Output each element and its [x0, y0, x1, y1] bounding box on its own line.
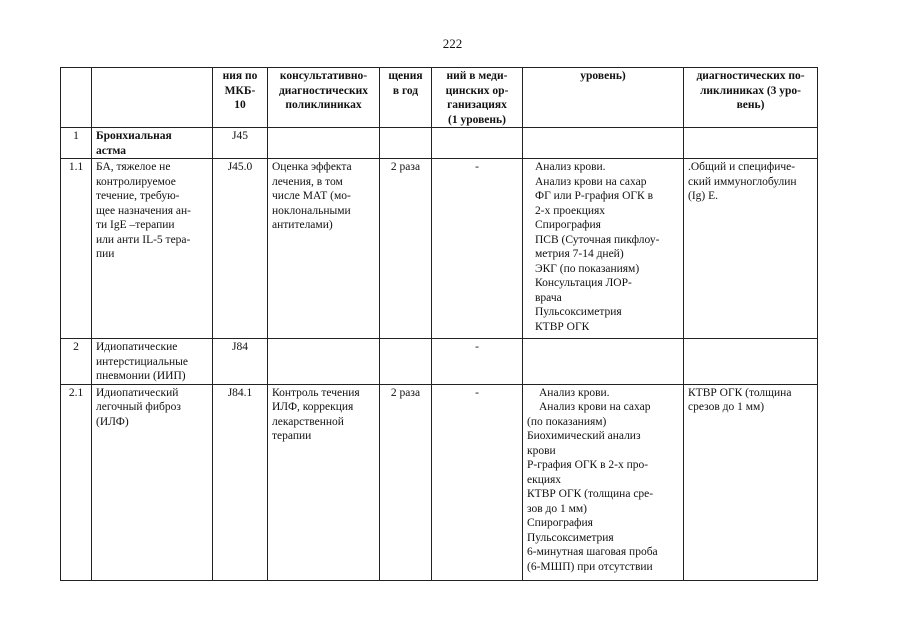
text-line: контролируемое — [96, 175, 176, 188]
text-line: Контроль течения — [272, 386, 360, 399]
text-line: терапии — [272, 430, 312, 442]
text-line: Идиопатический — [96, 386, 179, 399]
text-line: диагностических — [278, 84, 368, 97]
row-level2 — [523, 384, 684, 580]
text-line: КТВР ОГК (толщина — [688, 386, 792, 399]
text-line: Р-графия ОГК в 2-х про- — [527, 459, 649, 471]
text-line: ний в меди- — [446, 70, 508, 82]
text-line: (по показаниям) — [527, 415, 607, 428]
header-pmsp — [432, 68, 523, 128]
text-line: ИЛФ, коррекция — [272, 401, 354, 413]
text-line: БА, тяжелое не — [96, 161, 171, 173]
text-line: Анализ крови. — [539, 386, 610, 399]
text-line: течение, требую- — [96, 190, 180, 202]
row-icd-code: J84 — [213, 339, 268, 385]
text-line: легочный фиброз — [96, 401, 181, 413]
row-icd-code: J45 — [213, 128, 268, 159]
text-line: лекарственной — [272, 415, 344, 428]
row-pmsp: - — [432, 159, 523, 339]
text-line: крови — [527, 444, 556, 457]
row-level3 — [684, 384, 818, 580]
diagnostics-table — [60, 67, 818, 581]
row-consult — [268, 384, 380, 580]
text-line: ти IgE –терапии — [96, 219, 175, 231]
row-frequency: 2 раза — [380, 159, 432, 339]
row-disease-name — [92, 159, 213, 339]
text-line: числе МАТ (мо- — [272, 190, 351, 202]
text-line: ния по — [222, 70, 258, 82]
row-level2 — [523, 128, 684, 159]
text-line: Анализ крови на сахар — [535, 175, 647, 188]
text-line: (ИЛФ) — [96, 415, 129, 428]
text-line: или анти IL-5 тера- — [96, 233, 191, 246]
row-level3 — [684, 128, 818, 159]
table-header-row — [61, 68, 818, 128]
row-pmsp: - — [432, 339, 523, 385]
header-consult — [268, 68, 380, 128]
text-line: Оценка эффекта — [272, 161, 352, 173]
row-consult — [268, 159, 380, 339]
row-consult — [268, 128, 380, 159]
text-line: ЭКГ (по показаниям) — [535, 262, 640, 275]
header-frequency — [380, 68, 432, 128]
row-icd-code: J84.1 — [213, 384, 268, 580]
text-line: 2-х проекциях — [535, 204, 606, 217]
header-num — [61, 68, 92, 128]
text-line: .Общий и специфиче- — [688, 161, 796, 173]
text-line: Спирография — [527, 517, 593, 529]
text-line: зов до 1 мм) — [527, 502, 588, 515]
text-line: МКБ- — [224, 84, 256, 97]
text-line: цинских ор- — [445, 84, 509, 97]
text-line: щее назначения ан- — [96, 204, 191, 217]
text-line: КТВР ОГК (толщина сре- — [527, 488, 654, 500]
text-line: Бронхиальная — [96, 130, 172, 142]
row-consult — [268, 339, 380, 385]
row-frequency — [380, 339, 432, 385]
text-line: Анализ крови. — [535, 161, 606, 173]
text-line: ноклональными — [272, 204, 351, 217]
row-disease-name — [92, 128, 213, 159]
row-disease-name — [92, 339, 213, 385]
text-line: Анализ крови на сахар — [539, 401, 651, 413]
table-row — [61, 159, 818, 339]
table-row — [61, 339, 818, 385]
header-icd-code — [213, 68, 268, 128]
text-line: 6-минутная шаговая проба — [527, 546, 658, 558]
row-level3 — [684, 339, 818, 385]
row-number: 1 — [61, 128, 92, 159]
text-line: (6-МШП) при отсутствии — [527, 560, 653, 573]
header-name — [92, 68, 213, 128]
text-line: интерстициальные — [96, 355, 188, 368]
row-pmsp — [432, 128, 523, 159]
row-level2 — [523, 339, 684, 385]
row-frequency — [380, 128, 432, 159]
text-line: вень) — [736, 99, 765, 111]
text-line: ПСВ (Суточная пикфлоу- — [535, 233, 660, 246]
row-level2 — [523, 159, 684, 339]
text-line: антителами) — [272, 219, 333, 231]
text-line: ликлиниках (3 уро- — [699, 84, 802, 97]
header-level2 — [523, 68, 684, 128]
row-number: 2 — [61, 339, 92, 385]
row-number: 1.1 — [61, 159, 92, 339]
text-line: (1 уровень) — [448, 113, 506, 126]
row-pmsp: - — [432, 384, 523, 580]
text-line: щения — [388, 70, 423, 82]
row-level3 — [684, 159, 818, 339]
text-line: ФГ или Р-графия ОГК в — [535, 190, 654, 202]
text-line: Пульсоксиметрия — [527, 531, 614, 544]
text-line: (Ig) E. — [688, 190, 719, 202]
text-line: 10 — [234, 99, 246, 111]
text-line: диагностических по- — [696, 70, 805, 82]
text-line: пии — [96, 248, 115, 260]
row-frequency: 2 раза — [380, 384, 432, 580]
text-line: Консультация ЛОР- — [535, 277, 632, 289]
text-line: метрия 7-14 дней) — [535, 248, 624, 260]
text-line: ский иммуноглобулин — [688, 175, 797, 188]
text-line: поликлиниках — [285, 99, 362, 111]
text-line: уровень) — [580, 70, 626, 82]
text-line: Пульсоксиметрия — [535, 306, 622, 318]
text-line: екциях — [527, 473, 562, 486]
text-line: астма — [96, 144, 127, 157]
text-line: пневмонии (ИИП) — [96, 370, 186, 382]
header-level3 — [684, 68, 818, 128]
text-line: врача — [535, 291, 562, 304]
row-number: 2.1 — [61, 384, 92, 580]
page-number: 222 — [442, 36, 463, 51]
row-disease-name — [92, 384, 213, 580]
text-line: Спирография — [535, 219, 601, 231]
text-line: консультативно- — [279, 70, 368, 82]
table-row — [61, 384, 818, 580]
text-line: в год — [392, 84, 419, 97]
table-row — [61, 128, 818, 159]
text-line: Идиопатические — [96, 341, 178, 353]
row-icd-code: J45.0 — [213, 159, 268, 339]
text-line: ганизациях — [447, 99, 507, 111]
text-line: КТВР ОГК — [535, 320, 590, 333]
text-line: лечения, в том — [272, 175, 343, 188]
text-line: Биохимический анализ — [527, 430, 641, 442]
text-line: срезов до 1 мм) — [688, 401, 765, 413]
